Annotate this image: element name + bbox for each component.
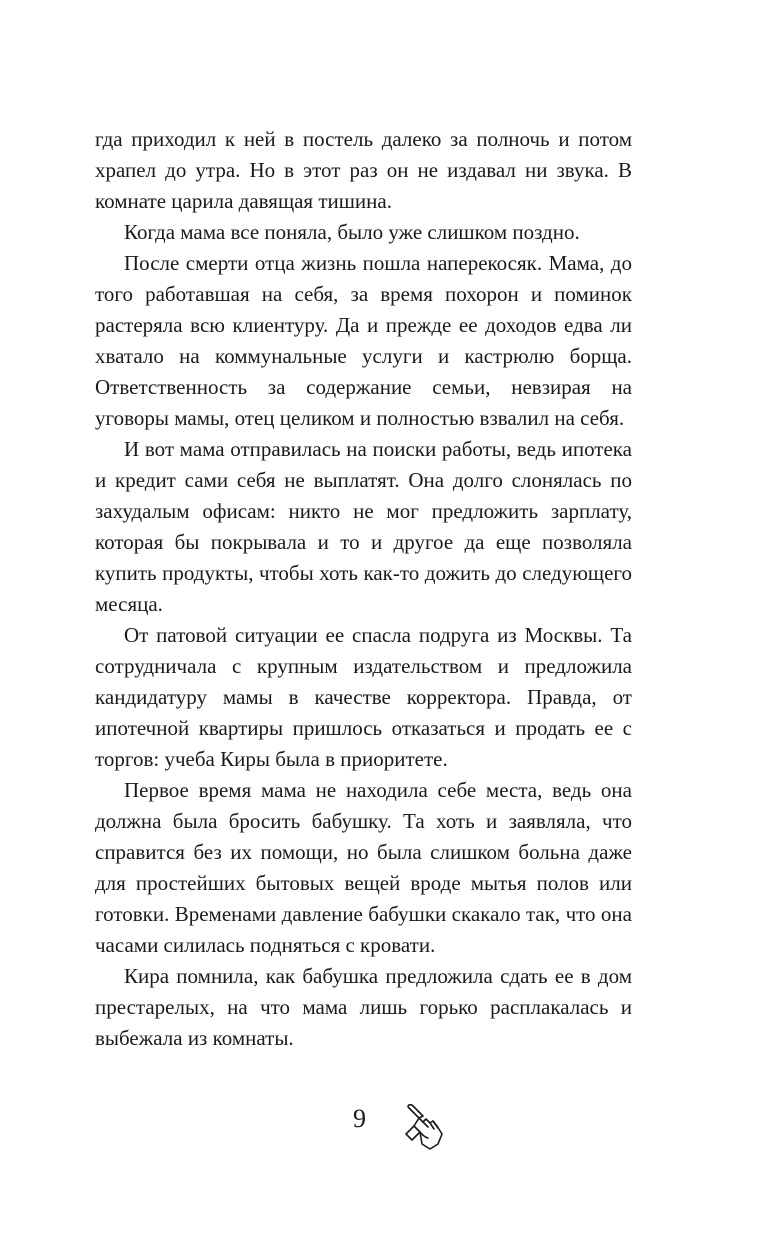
paragraph-5: От патовой ситуации ее спасла подруга из Москвы. Та сотрудничала с крупным издательством и предложила кандидатуру мамы в качестве корректора. Правда, от ипотечной квартиры пришлось отказаться и продать ее с торгов: учеба Киры была в приоритете.	[95, 623, 632, 771]
page-number: 9	[353, 1104, 366, 1133]
pointing-hand-icon	[404, 1104, 448, 1152]
paragraph-3: После смерти отца жизнь пошла наперекосяк. Мама, до того работавшая на себя, за время похорон и поминок растеряла всю клиентуру. Да и прежде ее доходов едва ли хватало на коммунальные услуги и кастрюлю борща. Ответственность за содержание семьи, невзирая на уговоры мамы, отец целиком и полностью взвалил на себя.	[95, 251, 632, 430]
paragraph-4: И вот мама отправилась на поиски работы, ведь ипотека и кредит сами себя не выплатят. Она долго слонялась по захудалым офисам: никто не мог предложить зарплату, которая бы покрывала и то и другое да еще позволяла купить продукты, чтобы хоть как-то дожить до следующего месяца.	[95, 437, 632, 616]
paragraph-7: Кира помнила, как бабушка предложила сдать ее в дом престарелых, на что мама лишь горько расплакалась и выбежала из комнаты.	[95, 964, 632, 1050]
paragraph-6: Первое время мама не находила себе места, ведь она должна была бросить бабушку. Та хоть и заявляла, что справится без их помощи, но была слишком больна даже для простейших бытовых вещей вроде мытья полов или готовки. Временами давление бабушки скакало так, что она часами силилась подняться с кровати.	[95, 778, 632, 957]
paragraph-1: гда приходил к ней в постель далеко за полночь и потом храпел до утра. Но в этот раз он не издавал ни звука. В комнате царила давящая тишина.	[95, 127, 632, 213]
page-footer	[0, 1100, 768, 1160]
paragraph-2: Когда мама все поняла, было уже слишком поздно.	[124, 220, 580, 244]
body-text	[95, 124, 632, 1054]
